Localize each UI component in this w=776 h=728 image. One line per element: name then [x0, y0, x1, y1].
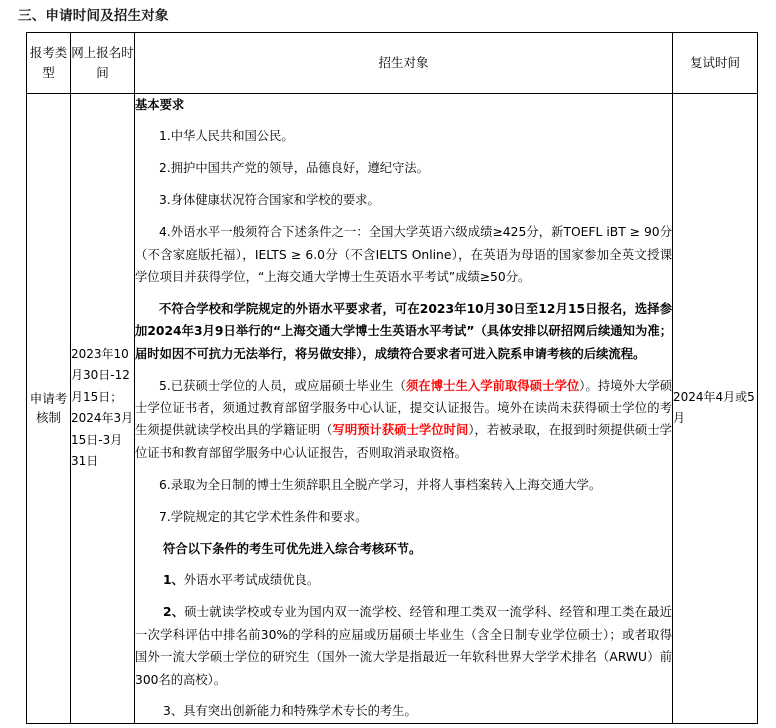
priority-item-3-text: 具有突出创新能力和特殊学术专长的考生。	[183, 704, 417, 719]
priority-item-2-number: 2、	[163, 605, 185, 620]
cell-reexam-time: 2024年4月或5月	[673, 94, 758, 724]
requirement-item-5	[135, 375, 672, 465]
item5-part1: 5.已获硕士学位的人员，或应届硕士毕业生（	[159, 378, 406, 393]
priority-item-2-text: 硕士就读学校或专业为国内双一流学校、经管和理工类双一流学科、经管和理工类在最近一次学科评估中排名前30%的学科的应届或历届硕士毕业生（含全日制专业学位硕士）；或者取得国外一流大学硕士学位的研究生（国外一流大学是指最近一年软科世界大学学术排名（ARWU）前300名的高校）。	[135, 605, 672, 687]
cell-registration-time: 2023年10月30日-12月15日；2024年3月15日-3月31日	[71, 94, 135, 724]
requirement-item-7: 7.学院规定的其它学术性条件和要求。	[159, 509, 368, 524]
requirements-heading: 基本要求	[135, 98, 185, 112]
priority-heading: 符合以下条件的考生可优先进入综合考核环节。	[163, 541, 422, 556]
priority-item-1-text: 外语水平考试成绩优良。	[183, 573, 320, 588]
table-row	[27, 94, 758, 724]
column-header-admission-target: 招生对象	[135, 33, 673, 94]
column-header-reexam-time: 复试时间	[673, 33, 758, 94]
column-header-registration-time: 网上报名时间	[71, 33, 135, 94]
english-exam-notice: 不符合学校和学院规定的外语水平要求者，可在2023年10月30日至12月15日报名，选择参加2024年3月9日举行的“上海交通大学博士生英语水平考试”（具体安排以研招网后续通知为准；届时如因不可抗力无法举行，将另做安排），成绩符合要求者可进入院系申请考核的后续流程。	[135, 301, 672, 361]
requirement-item-4: 4.外语水平一般须符合下述条件之一：全国大学英语六级成绩≥425分，新TOEFL iBT ≥ 90分（不含家庭版托福），IELTS ≥ 6.0分（不含IELTS Online），在英语为母语的国家参加全英文授课学位项目并获得学位，“上海交通大学博士生英语水平考试”成绩≥50分。	[135, 225, 672, 284]
item5-highlight-2: 写明预计获硕士学位时间	[332, 423, 469, 438]
priority-item-3	[135, 700, 672, 722]
table-header-row	[27, 33, 758, 94]
priority-item-2	[135, 601, 672, 691]
requirement-item-3: 3.身体健康状况符合国家和学校的要求。	[159, 193, 380, 208]
cell-application-type: 申请考核制	[27, 94, 71, 724]
requirement-item-6: 6.录取为全日制的博士生须辞职且全脱产学习，并将人事档案转入上海交通大学。	[159, 477, 602, 492]
column-header-type: 报考类型	[27, 33, 71, 94]
priority-item-1	[135, 569, 672, 591]
requirement-item-1: 1.中华人民共和国公民。	[159, 129, 294, 144]
priority-item-1-number: 1、	[163, 573, 184, 588]
item5-highlight-1: 须在博士生入学前取得硕士学位	[405, 378, 580, 393]
priority-item-3-number: 3、	[163, 704, 184, 719]
requirement-item-2: 2.拥护中国共产党的领导，品德良好，遵纪守法。	[159, 161, 429, 176]
admission-table	[26, 32, 758, 724]
item5-part3: ），若被录取，在报到时须提供硕士学位证书和教育部留学服务中心认证报告，否则取消录取资格。	[135, 423, 672, 460]
cell-admission-requirements	[135, 94, 673, 724]
item5-part2: ）。持境外大学硕士学位证书者，须通过教育部留学服务中心认证，提交认证报告。境外在读尚未获得硕士学位的考生须提供就读学校出具的学籍证明（	[135, 378, 672, 438]
page-title: 三、申请时间及招生对象	[18, 8, 169, 24]
